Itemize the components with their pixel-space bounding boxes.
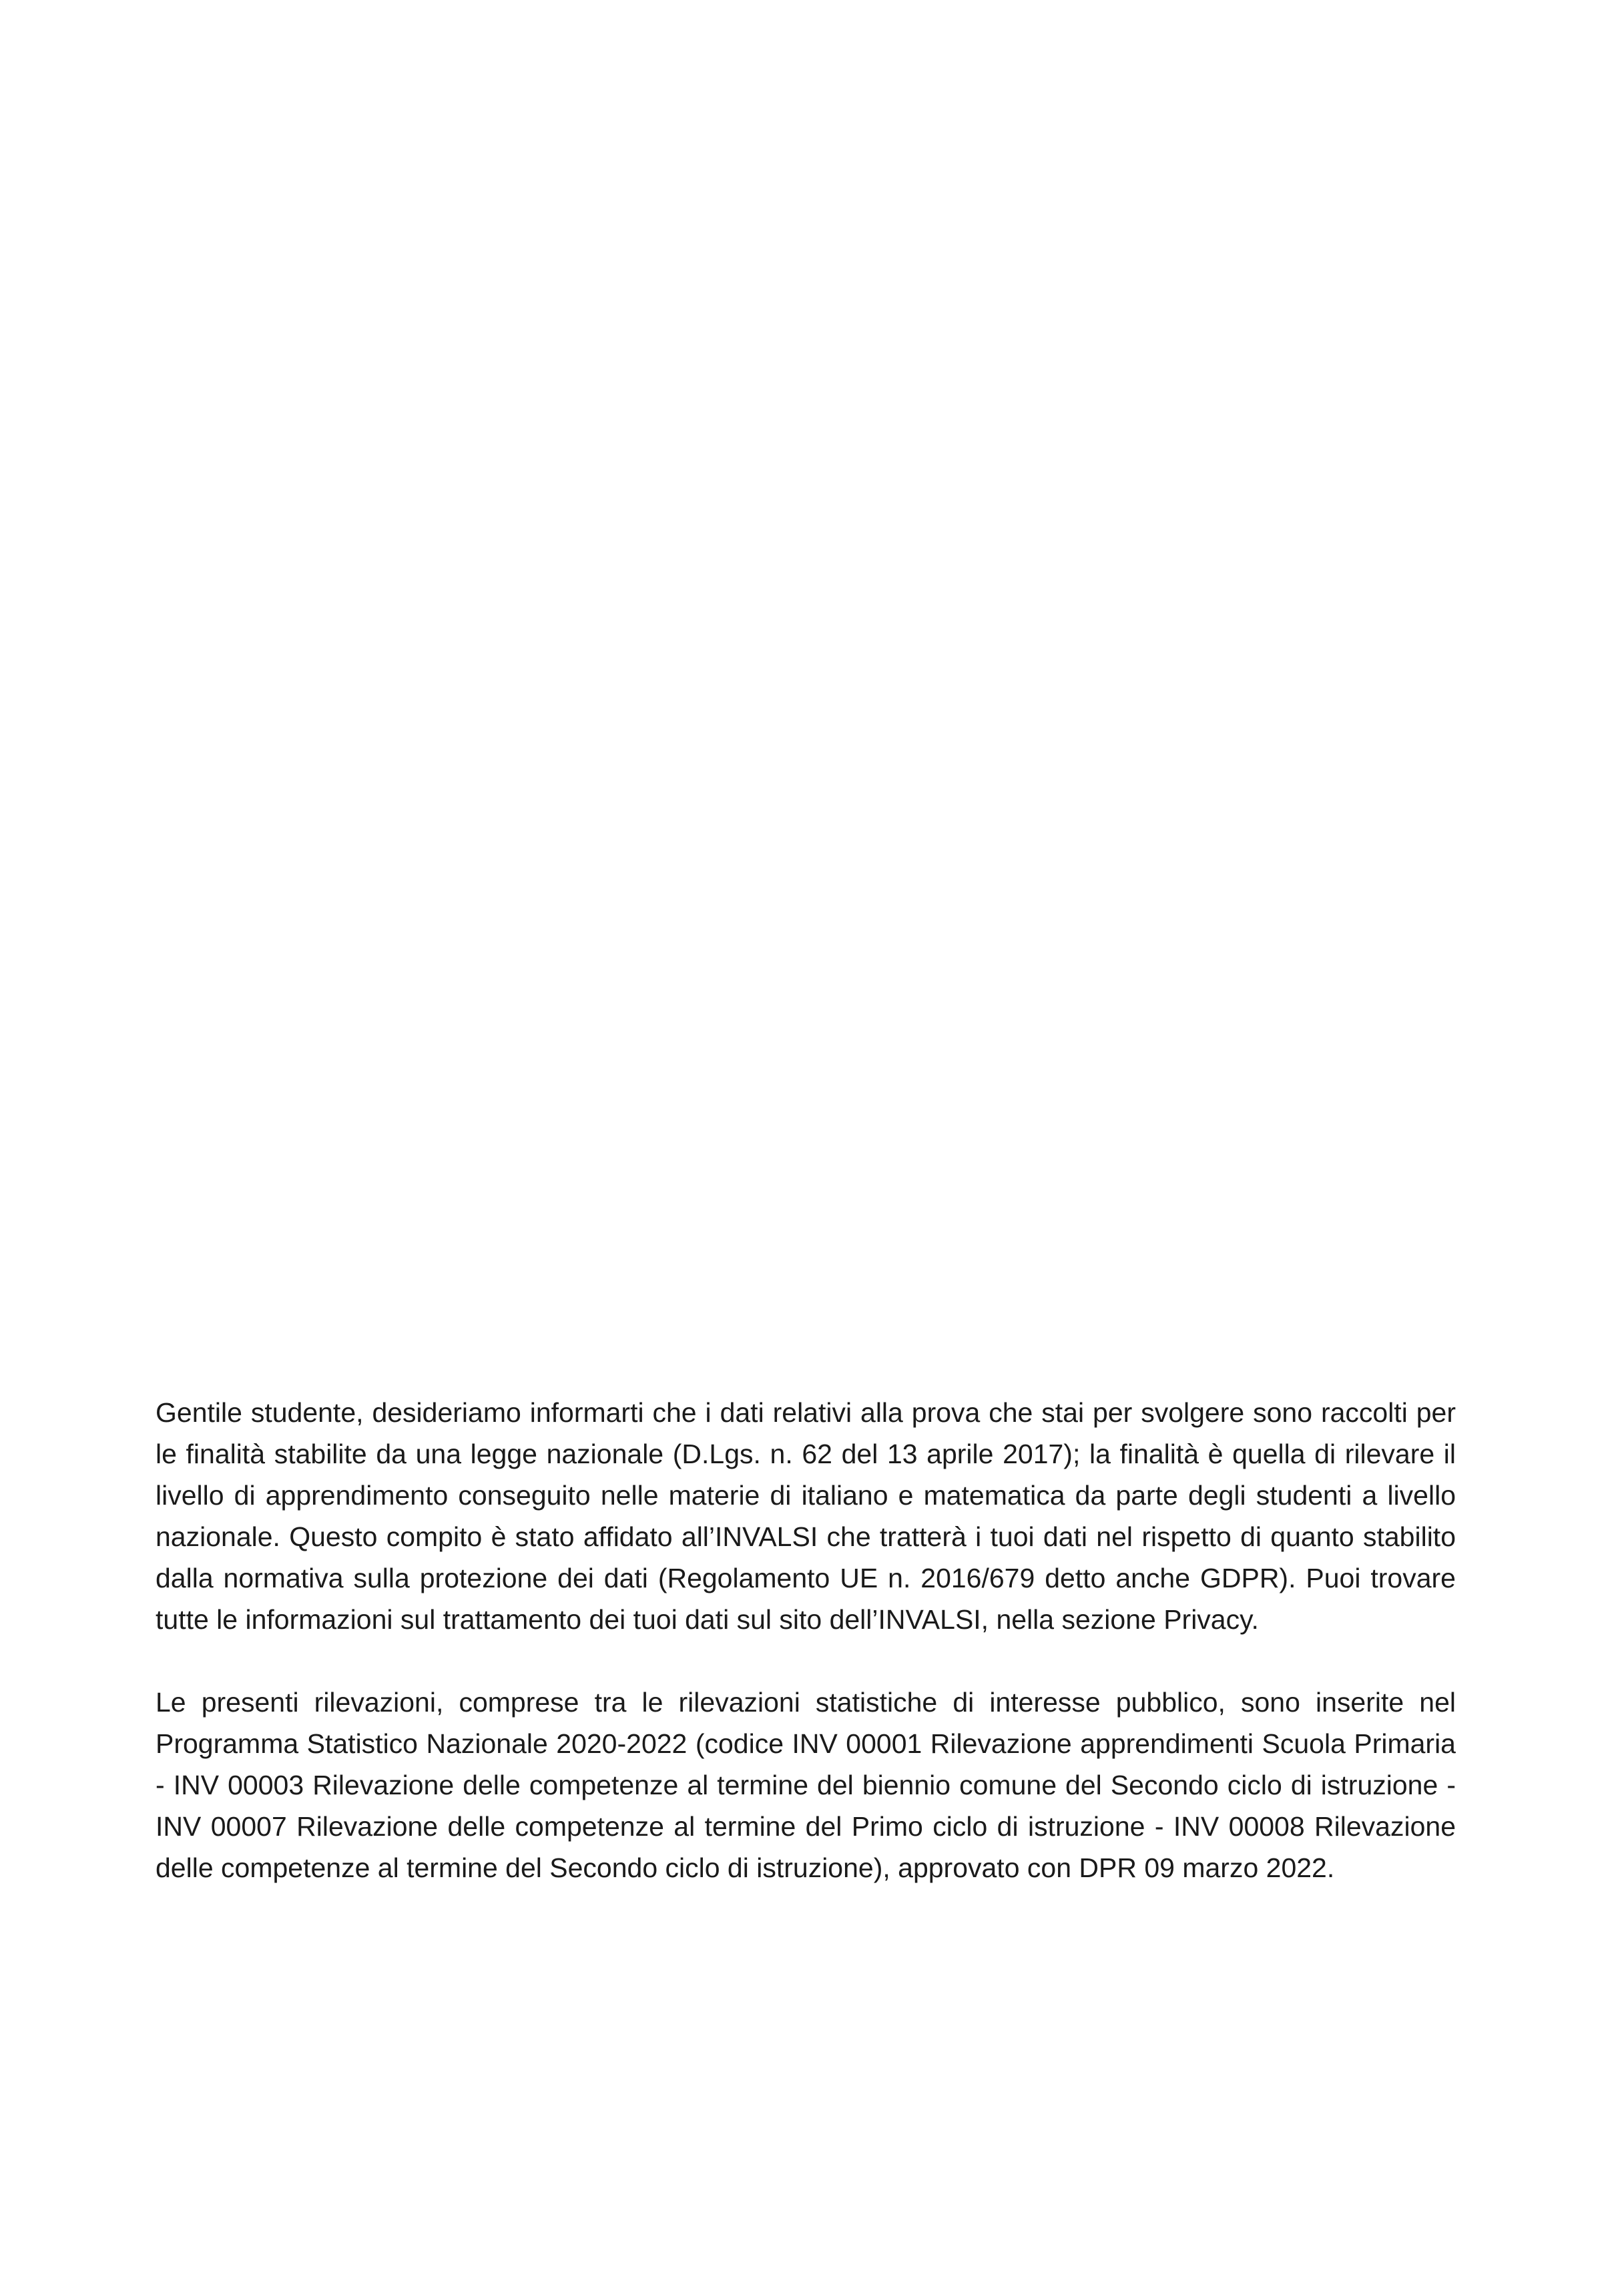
- privacy-notice: [156, 1392, 1456, 1888]
- privacy-paragraph: Gentile studente, desideriamo informarti che i dati relativi alla prova che stai per svolgere sono raccolti per le finalità stabilite da una legge nazionale (D.Lgs. n. 62 del 13 aprile 2017); la finalità è quella di rilevare il livello di apprendimento conseguito nelle materie di italiano e matematica da parte degli studenti a livello nazionale. Questo compito è stato affidato all’INVALSI che tratterà i tuoi dati nel rispetto di quanto stabilito dalla normativa sulla protezione dei dati (Regolamento UE n. 2016/679 detto anche GDPR). Puoi trovare tutte le informazioni sul trattamento dei tuoi dati sul sito dell’INVALSI, nella sezione Privacy.: [156, 1397, 1456, 1635]
- statistical-program-paragraph: Le presenti rilevazioni, comprese tra le rilevazioni statistiche di interesse pubblico, sono inserite nel Programma Statistico Nazionale 2020-2022 (codice INV 00001 Rilevazione apprendimenti Scuola Primaria - INV 00003 Rilevazione delle competenze al termine del biennio comune del Secondo ciclo di istruzione - INV 00007 Rilevazione delle competenze al termine del Primo ciclo di istruzione - INV 00008 Rilevazione delle competenze al termine del Secondo ciclo di istruzione), approvato con DPR 09 marzo 2022.: [156, 1687, 1456, 1883]
